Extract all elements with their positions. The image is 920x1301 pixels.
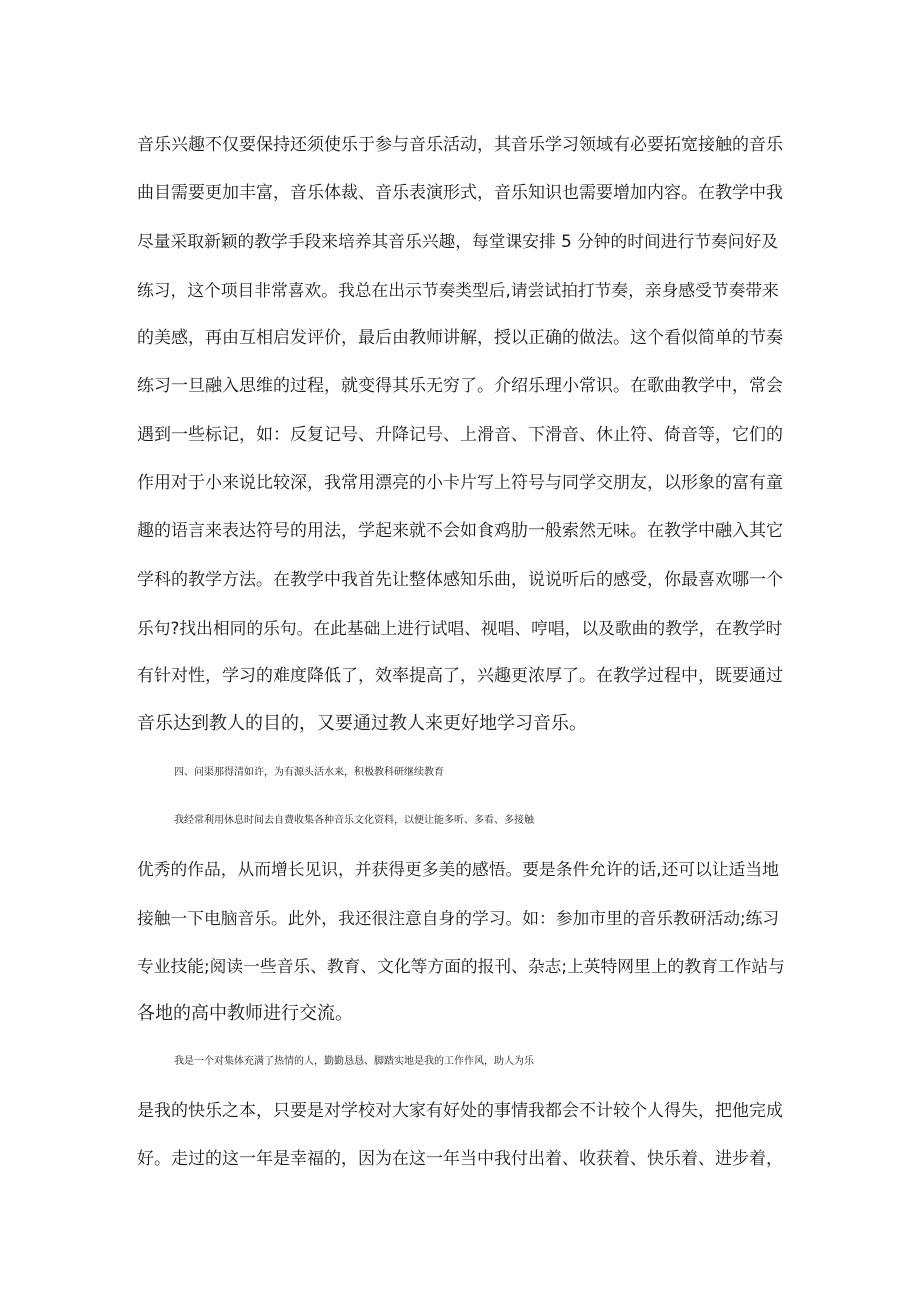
section-heading: 四、问渠那得清如许，为有源头活水来，积极教科研继续教育 bbox=[174, 767, 444, 778]
paragraph-2-line-3: 接触一下电脑音乐。此外，我还很注意自身的学习。如：参加市里的音乐教研活动;练习 bbox=[137, 908, 780, 928]
paragraph-1-line-3: 尽量采取新颖的教学手段来培养其音乐兴趣，每堂课安排 5 分钟的时间进行节奏问好及 bbox=[137, 231, 779, 251]
paragraph-1-line-4: 练习，这个项目非常喜欢。我总在出示节奏类型后,请尝试拍打节奏，亲身感受节奏带来 bbox=[137, 280, 779, 300]
paragraph-1-line-13: 音乐达到教人的目的，又要通过教人来更好地学习音乐。 bbox=[137, 713, 587, 734]
paragraph-3-line-2: 是我的快乐之本，只要是对学校对大家有好处的事情我都会不计较个人得失，把他完成 bbox=[137, 1101, 783, 1121]
paragraph-3-line-3: 好。走过的这一年是幸福的，因为在这一年当中我付出着、收获着、快乐着、进步着， bbox=[137, 1149, 783, 1169]
paragraph-2-line-1: 我经常利用休息时间去自费收集各种音乐文化资料，以便让能多听、多看、多接触 bbox=[174, 815, 534, 826]
paragraph-1-line-5: 的美感，再由互相启发评价，最后由教师讲解，授以正确的做法。这个看似简单的节奏 bbox=[137, 328, 783, 348]
paragraph-2-line-4: 专业技能;阅读一些音乐、教育、文化等方面的报刊、杂志;上英特网里上的教育工作站与 bbox=[137, 956, 785, 976]
paragraph-1-line-10: 学科的教学方法。在教学中我首先让整体感知乐曲，说说听后的感受，你最喜欢哪一个 bbox=[137, 570, 783, 590]
paragraph-1-line-6: 练习一旦融入思维的过程，就变得其乐无穷了。介绍乐理小常识。在歌曲教学中，常会 bbox=[137, 376, 783, 396]
paragraph-1-line-1: 音乐兴趣不仅要保持还须使乐于参与音乐活动，其音乐学习领域有必要拓宽接触的音乐 bbox=[137, 135, 783, 155]
paragraph-2-line-2: 优秀的作品，从而增长见识，并获得更多美的感悟。要是条件允许的话,还可以让适当地 bbox=[137, 859, 779, 879]
paragraph-1-line-11: 乐句?找出相同的乐句。在此基础上进行试唱、视唱、哼唱，以及歌曲的教学，在教学时 bbox=[137, 618, 783, 638]
paragraph-1-line-2: 曲目需要更加丰富，音乐体裁、音乐表演形式，音乐知识也需要增加内容。在教学中我 bbox=[137, 183, 783, 203]
paragraph-1-line-8: 作用对于小来说比较深，我常用漂亮的小卡片写上符号与同学交朋友，以形象的富有童 bbox=[137, 473, 783, 493]
paragraph-1-line-7: 遇到一些标记，如：反复记号、升降记号、上滑音、下滑音、休止符、倚音等，它们的 bbox=[137, 425, 783, 445]
paragraph-3-line-1: 我是一个对集体充满了热情的人，勤勤恳恳、脚踏实地是我的工作作风，助人为乐 bbox=[174, 1056, 534, 1067]
paragraph-1-line-12: 有针对性，学习的难度降低了，效率提高了，兴趣更浓厚了。在教学过程中，既要通过 bbox=[137, 666, 783, 686]
paragraph-1-line-9: 趣的语言来表达符号的用法，学起来就不会如食鸡肋一般索然无味。在教学中融入其它 bbox=[137, 521, 783, 541]
paragraph-2-line-5: 各地的高中教师进行交流。 bbox=[137, 1003, 353, 1024]
